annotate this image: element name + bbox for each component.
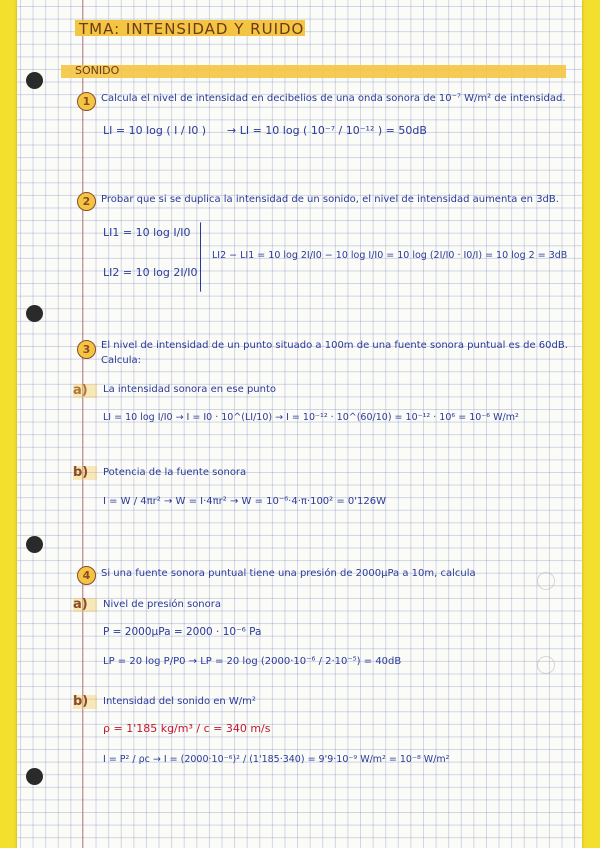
section-highlight [61, 65, 566, 78]
margin-line [82, 0, 83, 848]
part-label: b) [73, 694, 89, 709]
problem-number: 1 [77, 92, 96, 111]
problem-statement: Probar que si se duplica la intensidad de un sonido, el nivel de intensidad aumenta en 3dB. [101, 194, 559, 205]
problem-statement: Si una fuente sonora puntual tiene una presión de 2000µPa a 10m, calcula [101, 568, 476, 579]
formula: I = W / 4πr² → W = I·4πr² → W = 10⁻⁶·4·π·100² = 0'126W [103, 496, 387, 507]
equation-li2: LI2 = 10 log 2I/I0 [103, 266, 198, 279]
problem-statement: Calcula el nivel de intensidad en decibelios de una onda sonora de 10⁻⁷ W/m² de intensidad. [101, 93, 566, 104]
part-label: b) [73, 465, 89, 480]
formula: I = P² / ρc → I = (2000·10⁻⁶)² / (1'185·340) = 9'9·10⁻⁹ W/m² = 10⁻⁸ W/m² [103, 754, 450, 765]
part-label: a) [73, 597, 88, 612]
formula-result: → LI = 10 log ( 10⁻⁷ / 10⁻¹² ) = 50dB [227, 124, 427, 137]
part-highlight [73, 384, 97, 398]
punch-hole [26, 305, 43, 322]
formula: LI = 10 log ( I / I0 ) [103, 124, 207, 137]
part-text: Potencia de la fuente sonora [103, 467, 247, 478]
formula: P = 2000µPa = 2000 · 10⁻⁶ Pa [103, 626, 262, 638]
punch-hole [26, 768, 43, 785]
equation-li1: LI1 = 10 log I/I0 [103, 226, 191, 239]
bleed-through-mark [537, 656, 555, 674]
problem-number: 2 [77, 192, 96, 211]
formula-result: LI2 − LI1 = 10 log 2I/I0 − 10 log I/I0 = 10 log (2I/I0 · I0/I) = 10 log 2 = 3dB [212, 250, 568, 261]
notebook-page [17, 0, 582, 848]
brace [200, 222, 203, 292]
part-text: Intensidad del sonido en W/m² [103, 696, 256, 707]
punch-hole [26, 72, 43, 89]
problem-number: 4 [77, 566, 96, 585]
punch-hole [26, 536, 43, 553]
formula: LI = 10 log I/I0 → I = I0 · 10^(LI/10) → I = 10⁻¹² · 10^(60/10) = 10⁻¹² · 10⁶ = 10⁻⁶ W/m² [103, 412, 519, 423]
section-label: SONIDO [75, 64, 120, 77]
given-values: ρ = 1'185 kg/m³ / c = 340 m/s [103, 722, 271, 735]
part-text: Nivel de presión sonora [103, 599, 222, 610]
page-title: TMA: INTENSIDAD Y RUIDO [79, 20, 305, 38]
bleed-through-mark [537, 572, 555, 590]
formula: LP = 20 log P/P0 → LP = 20 log (2000·10⁻⁶ / 2·10⁻⁵) = 40dB [103, 656, 402, 667]
part-label: a) [73, 383, 88, 398]
problem-statement: El nivel de intensidad de un punto situado a 100m de una fuente sonora puntual es de 60dB. Calcula: [101, 340, 568, 366]
part-text: La intensidad sonora en ese punto [103, 384, 277, 395]
problem-number: 3 [77, 340, 96, 359]
